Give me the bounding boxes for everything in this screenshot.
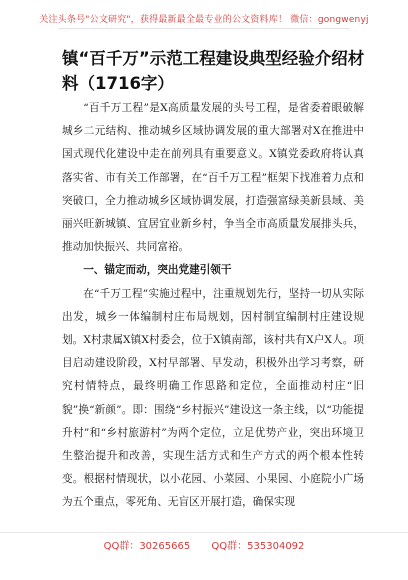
intro-paragraph: “百千万工程”是X高质量发展的头号工程，是省委着眼破解城乡二元结构、推动城乡区域协调发展的重大部署对X在推进中国式现代化建设中走在前列具有重要意义。X镇党委政府将认真落实省、市有关工作部署，在“百千万工程”框架下找准着力点和突破口，全力推动城乡区域协调发展，打造强富绿美新县域、美丽兴旺新城镇、宜居宜业新乡村，争当全市高质量发展排头兵，推动加快振兴、共同富裕。	[62, 102, 364, 254]
header-banner: 关注头条号"公文研究"，获得最新最全最专业的公文资料库！ 微信：gongwenyj	[39, 15, 369, 25]
qq-group-1: QQ群：30265665	[103, 541, 191, 552]
document-body	[62, 97, 364, 515]
qq-group-2: QQ群：535304092	[211, 541, 305, 552]
document-title: 镇“百千万”示范工程建设典型经验介绍材料（1716字）	[62, 49, 365, 93]
section-paragraph: 在“千万工程”实施过程中，注重规划先行，坚持一切从实际出发，城乡一体编制村庄布局规划，因村制宜编制村庄建设规划。X村隶属X镇X村委会，位于X镇南部，该村共有X户X人。项目启动建设阶段，X村早部署、早发动，积极外出学习考察，研究村情特点，最终明确工作思路和定位，全面推动村庄“旧貌”换“新颜”。即：围绕“乡村振兴”建设这一条主线，以“功能提升村”和“乡村旅游村”为两个定位，立足优势产业，突出环境卫生整治提升和改善，实现生活方式和生产方式的两个根本性转变。根据村情现状，以小花园、小菜园、小果园、小庭院小广场为五个重点，零死角、无盲区开展打造，确保实现	[62, 287, 364, 509]
footer-contact	[0, 532, 408, 552]
section-heading: 一、锚定而动，突出党建引领干	[83, 264, 232, 277]
header-divider	[58, 28, 350, 29]
